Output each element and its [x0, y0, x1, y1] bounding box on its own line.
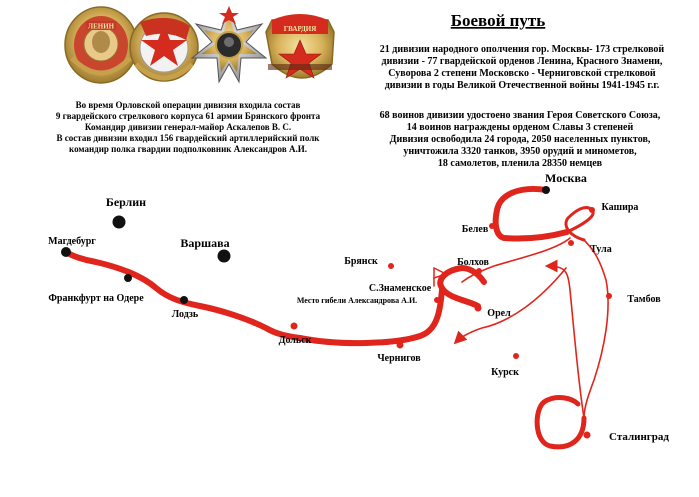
city-label-berlin: Берлин — [105, 195, 147, 209]
summary-line: дивизии в годы Великой Отечественной войны 1941-1945 г.г. — [384, 80, 660, 91]
medal-order-of-lenin — [65, 7, 137, 83]
summary-line: дивизии - 77 гвардейской орденов Ленина, Красного Знамени, — [381, 56, 663, 67]
city-label-magdeburg: Магдебург — [48, 236, 96, 247]
city-dot-tambov — [606, 293, 612, 299]
city-dot-tula — [568, 240, 574, 246]
route-return-bolkhov — [548, 266, 584, 418]
city-dot-bryansk — [388, 263, 394, 269]
medal-order-of-suvorov — [192, 6, 266, 82]
city-label-kursk: Курск — [491, 367, 519, 378]
stats-line: 18 самолетов, пленила 28350 немцев — [437, 158, 603, 169]
page-title: Боевой путь — [450, 11, 546, 30]
city-label-bolkhov: Болхов — [457, 257, 489, 268]
city-label-chernigov: Чернигов — [377, 353, 421, 364]
city-dot-warsaw — [218, 250, 231, 263]
battle-route — [66, 189, 608, 447]
stats-line: 68 воинов дивизии удостоено звания Героя Советского Союза, — [379, 110, 661, 121]
division-stats — [380, 110, 661, 169]
city-label-orel: Орел — [487, 308, 511, 319]
info-line: Во время Орловской операции дивизия входила состав — [75, 100, 301, 110]
city-label-lodz: Лодзь — [171, 309, 199, 320]
city-dot-znamenskoe — [434, 297, 440, 303]
medal-guards-badge — [266, 14, 334, 78]
city-label-dolsk: Дольск — [278, 335, 312, 346]
operation-info — [56, 100, 321, 154]
city-label-tambov: Тамбов — [627, 294, 661, 305]
info-line: 9 гвардейского стрелкового корпуса 61 армии Брянского фронта — [55, 111, 321, 121]
znamenskoe-note: Место гибели Александрова А.И. — [296, 296, 418, 305]
medal-order-of-red-banner — [130, 13, 198, 81]
route-to-stalingrad — [584, 240, 608, 418]
city-label-znamenskoe: С.Знаменское — [368, 283, 432, 294]
city-dot-berlin — [113, 216, 126, 229]
city-label-belev: Белев — [461, 224, 489, 235]
city-dot-dolsk — [291, 323, 298, 330]
city-label-bryansk: Брянск — [344, 256, 378, 267]
medal-lenin-text: ЛЕНИН — [87, 22, 115, 31]
division-summary — [380, 44, 665, 91]
city-dot-moscow — [542, 186, 550, 194]
city-label-stalingrad: Сталинград — [609, 431, 669, 443]
summary-line: 21 дивизии народного ополчения гор. Москвы- 173 стрелковой — [379, 44, 665, 55]
city-label-warsaw: Варшава — [180, 236, 230, 250]
stats-line: Дивизия освободила 24 города, 2050 населенных пунктов, — [389, 134, 651, 145]
info-line: В состав дивизии входил 156 гвардейский артиллерийский полк — [56, 133, 320, 143]
route-stalingrad-loop — [537, 398, 584, 447]
city-label-frankfurt: Франкфурт на Одере — [48, 293, 144, 304]
city-dot-stalingrad — [584, 432, 591, 439]
city-label-kashira: Кашира — [601, 202, 639, 213]
city-dot-frankfurt — [124, 274, 132, 282]
city-dot-lodz — [180, 296, 188, 304]
city-label-tula: Тула — [590, 244, 612, 255]
city-dot-kursk — [513, 353, 519, 359]
city-label-moscow: Москва — [545, 171, 587, 185]
route-moscow-belev — [496, 189, 567, 239]
city-dot-belev — [489, 223, 495, 229]
city-dot-magdeburg — [61, 247, 71, 257]
city-dot-orel — [475, 305, 482, 312]
city-dot-kashira — [589, 207, 595, 213]
stats-line: уничтожила 3320 танков, 3950 орудий и минометов, — [403, 146, 637, 157]
info-line: командир полка гвардии подполковник Александров А.И. — [69, 144, 307, 154]
city-dot-chernigov — [397, 342, 404, 349]
medal-guards-text: ГВАРДИЯ — [283, 25, 317, 33]
summary-line: Суворова 2 степени Московско - Черниговской стрелковой — [388, 68, 656, 79]
route-orel-bold — [440, 268, 484, 306]
route-kashira-loop — [566, 208, 593, 240]
city-dot-bolkhov — [476, 268, 482, 274]
stats-line: 14 воинов награждены орденом Славы 3 степеней — [406, 122, 634, 133]
info-line: Командир дивизии генерал-майор Аскалепов В. С. — [84, 122, 292, 132]
